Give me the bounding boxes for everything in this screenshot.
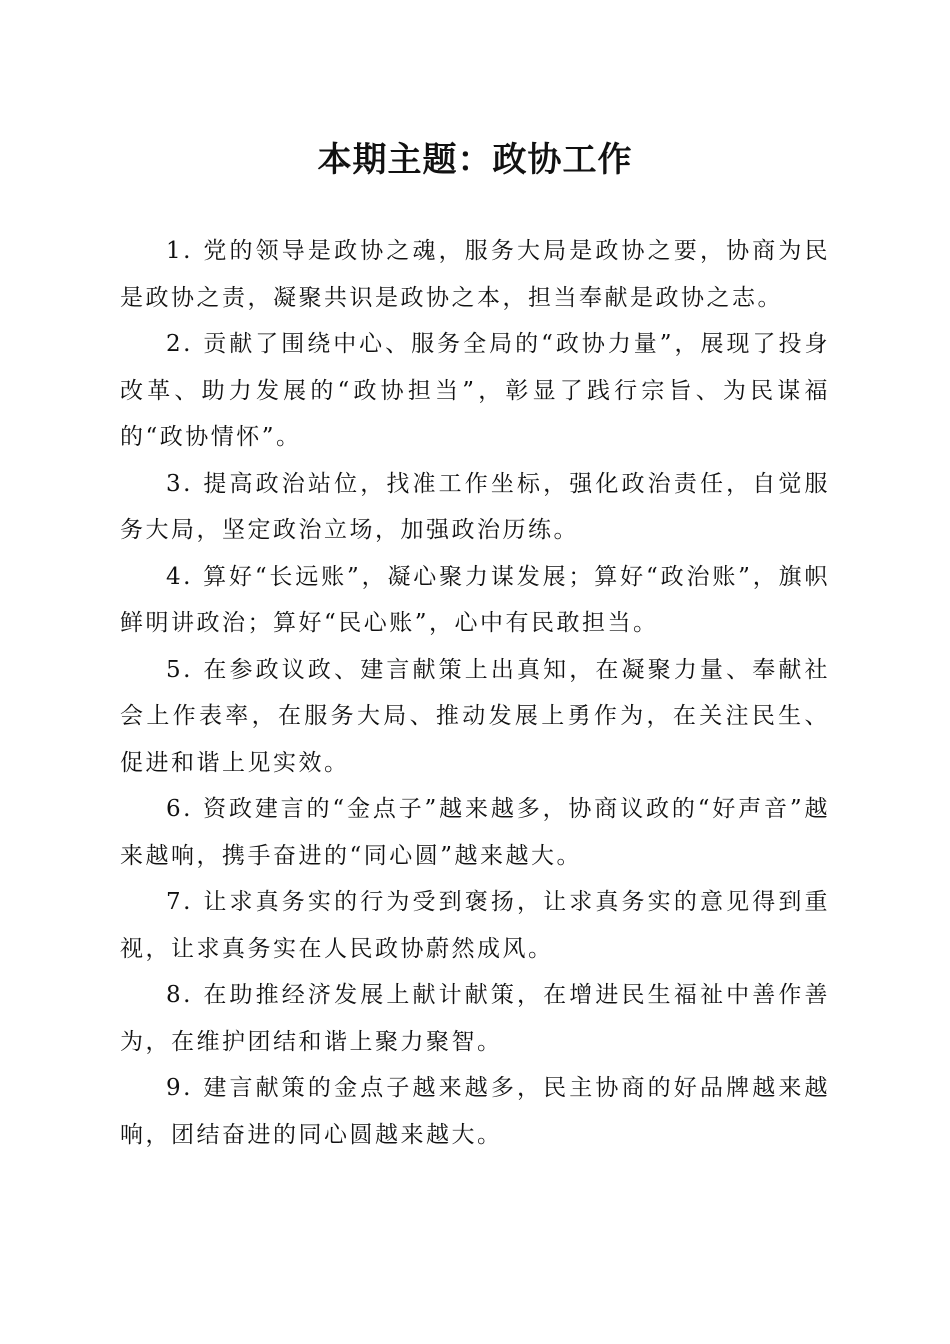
- list-item-5: 5. 在参政议政、建言献策上出真知，在凝聚力量、奉献社会上作表率，在服务大局、推动发展上勇作为，在关注民生、促进和谐上见实效。: [120, 656, 830, 776]
- list-item-4: 4. 算好“长远账”，凝心聚力谋发展；算好“政治账”，旗帜鲜明讲政治；算好“民心账”，心中有民敢担当。: [120, 563, 830, 636]
- list-item-8: 8. 在助推经济发展上献计献策，在增进民生福祉中善作善为，在维护团结和谐上聚力聚智。: [120, 982, 830, 1055]
- list-item-6: 6. 资政建言的“金点子”越来越多，协商议政的“好声音”越来越响，携手奋进的“同心圆”越来越大。: [120, 796, 830, 869]
- list-item-1: 1. 党的领导是政协之魂，服务大局是政协之要，协商为民是政协之责，凝聚共识是政协之本，担当奉献是政协之志。: [120, 238, 830, 311]
- document-body: [120, 228, 830, 1158]
- list-item-2: 2. 贡献了围绕中心、服务全局的“政协力量”，展现了投身改革、助力发展的“政协担当”，彰显了践行宗旨、为民谋福的“政协情怀”。: [120, 331, 830, 450]
- list-item-9: 9. 建言献策的金点子越来越多，民主协商的好品牌越来越响，团结奋进的同心圆越来越大。: [120, 1075, 830, 1148]
- list-item-7: 7. 让求真务实的行为受到褒扬，让求真务实的意见得到重视，让求真务实在人民政协蔚然成风。: [120, 889, 830, 962]
- page-title: 本期主题：政协工作: [317, 140, 633, 180]
- list-item-3: 3. 提高政治站位，找准工作坐标，强化政治责任，自觉服务大局，坚定政治立场，加强政治历练。: [120, 470, 830, 543]
